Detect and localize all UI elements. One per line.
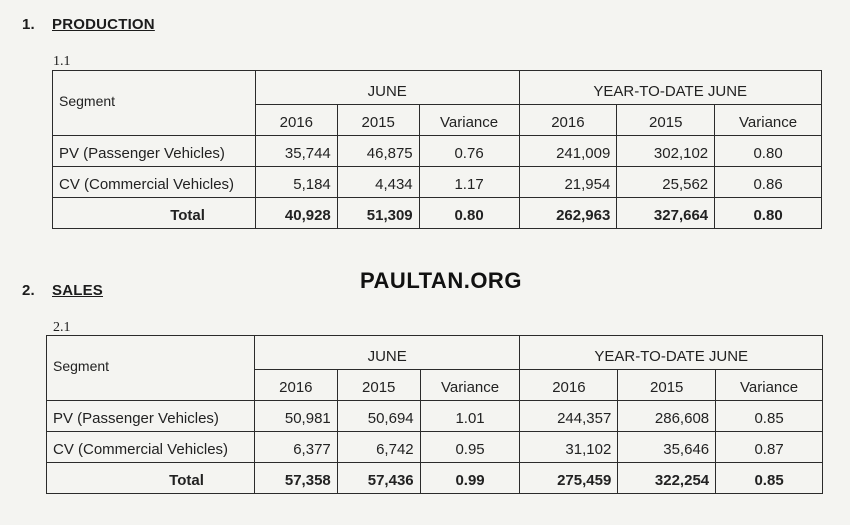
row-label: CV (Commercial Vehicles) [53, 167, 256, 198]
table-cell: 31,102 [520, 432, 618, 463]
table-cell: 286,608 [618, 401, 716, 432]
table-cell: 51,309 [337, 198, 419, 229]
table-cell: 6,742 [337, 432, 420, 463]
section-title: SALES [52, 282, 104, 299]
table-cell: 0.80 [419, 198, 519, 229]
column-header: 2016 [520, 370, 618, 401]
table-cell: 0.80 [715, 198, 822, 229]
watermark: PAULTAN.ORG [360, 268, 522, 293]
table-cell: 327,664 [617, 198, 715, 229]
table-cell: 322,254 [618, 463, 716, 494]
table-cell: 35,744 [255, 136, 337, 167]
subsection-number: 1.1 [53, 54, 71, 69]
column-header: 2016 [519, 105, 617, 136]
segment-header: Segment [53, 71, 256, 136]
ytd-group-header: YEAR-TO-DATE JUNE [519, 71, 822, 105]
row-label: CV (Commercial Vehicles) [47, 432, 255, 463]
june-group-header: JUNE [255, 71, 519, 105]
column-header: Variance [420, 370, 520, 401]
table-cell: 4,434 [337, 167, 419, 198]
table-cell: 0.80 [715, 136, 822, 167]
production-table [52, 70, 822, 229]
column-header: 2016 [254, 370, 337, 401]
segment-header: Segment [47, 336, 255, 401]
total-row [53, 198, 822, 229]
row-label: PV (Passenger Vehicles) [47, 401, 255, 432]
table-row [47, 432, 823, 463]
table-cell: 50,981 [254, 401, 337, 432]
column-header: 2015 [618, 370, 716, 401]
table-cell: 275,459 [520, 463, 618, 494]
section-title: PRODUCTION [52, 16, 155, 33]
table-cell: 25,562 [617, 167, 715, 198]
total-label: Total [53, 198, 256, 229]
table-cell: 0.86 [715, 167, 822, 198]
table-cell: 5,184 [255, 167, 337, 198]
table-cell: 0.76 [419, 136, 519, 167]
table-cell: 0.87 [716, 432, 823, 463]
table-cell: 6,377 [254, 432, 337, 463]
table-cell: 57,436 [337, 463, 420, 494]
ytd-group-header: YEAR-TO-DATE JUNE [520, 336, 823, 370]
column-header: 2015 [337, 105, 419, 136]
subsection-number: 2.1 [53, 320, 71, 335]
table-cell: 0.85 [716, 401, 823, 432]
table-cell: 0.95 [420, 432, 520, 463]
table-cell: 241,009 [519, 136, 617, 167]
column-header: Variance [716, 370, 823, 401]
table-cell: 262,963 [519, 198, 617, 229]
table-cell: 21,954 [519, 167, 617, 198]
table-row [47, 401, 823, 432]
table-cell: 244,357 [520, 401, 618, 432]
table-cell: 302,102 [617, 136, 715, 167]
table-cell: 35,646 [618, 432, 716, 463]
column-header: Variance [715, 105, 822, 136]
section-number: 1. [22, 16, 35, 33]
table-cell: 0.99 [420, 463, 520, 494]
column-header: 2015 [617, 105, 715, 136]
section-heading-production [22, 16, 155, 33]
section-heading-sales [22, 282, 103, 299]
total-label: Total [47, 463, 255, 494]
table-row [53, 167, 822, 198]
table-cell: 57,358 [254, 463, 337, 494]
table-cell: 1.01 [420, 401, 520, 432]
column-header: Variance [419, 105, 519, 136]
column-header: 2015 [337, 370, 420, 401]
june-group-header: JUNE [254, 336, 520, 370]
table-row [53, 136, 822, 167]
row-label: PV (Passenger Vehicles) [53, 136, 256, 167]
table-cell: 50,694 [337, 401, 420, 432]
column-header: 2016 [255, 105, 337, 136]
table-cell: 0.85 [716, 463, 823, 494]
section-number: 2. [22, 282, 35, 299]
sales-table [46, 335, 823, 494]
table-cell: 40,928 [255, 198, 337, 229]
table-cell: 1.17 [419, 167, 519, 198]
table-cell: 46,875 [337, 136, 419, 167]
total-row [47, 463, 823, 494]
